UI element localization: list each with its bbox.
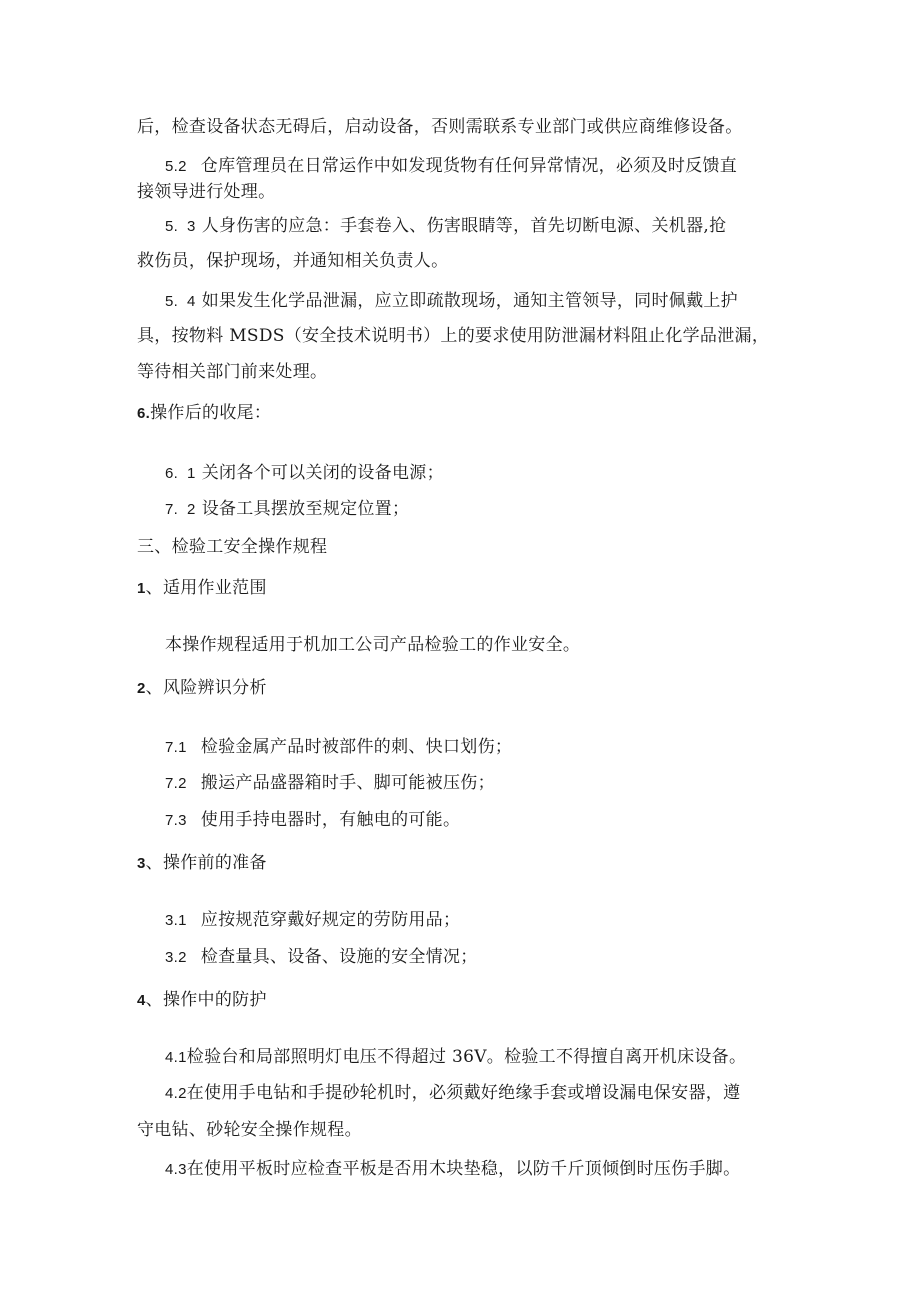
item-number: 4.2: [165, 1085, 187, 1102]
line-text: 救伤员，保护现场，并通知相关负责人。: [137, 251, 449, 271]
section-title: 操作后的收尾：: [150, 403, 272, 423]
item-number: 3.2: [165, 949, 187, 966]
line-text: 在使用平板时应检查平板是否用木块垫稳，以防千斤顶倾倒时压伤手脚。: [186, 1159, 741, 1179]
line-text: 具，按物料 MSDS（安全技术说明书）上的要求使用防泄漏材料阻止化学品泄漏，: [137, 326, 770, 346]
chapter-heading: [137, 536, 327, 558]
item-3-1: [165, 909, 460, 932]
paragraph-line: [137, 325, 769, 347]
item-number: 4.3: [165, 1161, 187, 1178]
item-6-1: [165, 462, 444, 485]
item-3-2: [165, 946, 478, 969]
section-title: 、操作前的准备: [145, 853, 267, 873]
section-3-heading: [137, 852, 267, 875]
line-text: 本操作规程适用于机加工公司产品检验工的作业安全。: [165, 635, 581, 655]
section-4-heading: [137, 989, 267, 1012]
line-text: 仓库管理员在日常运作中如发现货物有任何异常情况，必须及时反馈直: [200, 156, 738, 176]
line-text: 在使用手电钻和手提砂轮机时，必须戴好绝缘手套或增设漏电保安器，遵: [186, 1083, 741, 1103]
line-text: 检验金属产品时被部件的刺、快口划伤；: [200, 737, 513, 757]
item-number: 7. 2: [165, 501, 196, 518]
line-text: 设备工具摆放至规定位置；: [201, 499, 410, 519]
item-number: 5. 4: [165, 293, 196, 310]
line-text: 人身伤害的应急：手套卷入、伤害眼睛等，首先切断电源、关机器,抢: [201, 216, 727, 236]
item-5-2: [165, 155, 737, 178]
line-text: 检验台和局部照明灯电压不得超过 36V。检验工不得擅自离开机床设备。: [186, 1047, 747, 1067]
line-text: 应按规范穿戴好规定的劳防用品；: [200, 910, 461, 930]
item-number: 7.3: [165, 812, 187, 829]
paragraph-line: [137, 250, 448, 272]
item-5-3: [165, 215, 726, 238]
item-7-1: [165, 736, 512, 759]
item-number: 4.1: [165, 1049, 187, 1066]
paragraph-line: [137, 361, 327, 383]
item-number: 5.2: [165, 158, 187, 175]
paragraph-line: [137, 116, 743, 138]
section-title: 、风险辨识分析: [145, 678, 267, 698]
item-number: 3.1: [165, 912, 187, 929]
paragraph-line: [137, 181, 275, 203]
chapter-title: 三、检验工安全操作规程: [137, 537, 328, 557]
item-7-2: [165, 772, 495, 795]
item-5-4: [165, 290, 738, 313]
section-number: 4: [137, 992, 146, 1009]
section-number: 3: [137, 855, 146, 872]
section-number: 2: [137, 680, 146, 697]
item-number: 6. 1: [165, 465, 196, 482]
line-text: 等待相关部门前来处理。: [137, 362, 328, 382]
line-text: 检查量具、设备、设施的安全情况；: [200, 947, 478, 967]
item-4-2: [165, 1082, 740, 1105]
item-4-3: [165, 1158, 740, 1181]
line-text: 后，检查设备状态无碍后，启动设备，否则需联系专业部门或供应商维修设备。: [137, 117, 743, 137]
line-text: 使用手持电器时，有触电的可能。: [200, 810, 461, 830]
section-title: 、操作中的防护: [145, 990, 267, 1010]
item-7-2: [165, 498, 409, 521]
item-7-3: [165, 809, 460, 832]
paragraph-line: [165, 634, 580, 656]
item-number: 7.2: [165, 775, 187, 792]
item-number: 5. 3: [165, 218, 196, 235]
section-2-heading: [137, 677, 267, 700]
section-number: 1: [137, 580, 146, 597]
section-number: 6.: [137, 405, 151, 422]
line-text: 守电钻、砂轮安全操作规程。: [137, 1120, 362, 1140]
line-text: 如果发生化学品泄漏，应立即疏散现场，通知主管领导，同时佩戴上护: [201, 291, 738, 311]
item-number: 7.1: [165, 739, 187, 756]
section-1-heading: [137, 577, 267, 600]
section-title: 、适用作业范围: [145, 578, 267, 598]
item-4-1: [165, 1046, 746, 1069]
section-6-heading: [137, 402, 271, 425]
line-text: 接领导进行处理。: [137, 182, 276, 202]
line-text: 搬运产品盛器箱时手、脚可能被压伤；: [200, 773, 495, 793]
line-text: 关闭各个可以关闭的设备电源；: [201, 463, 444, 483]
paragraph-line: [137, 1119, 362, 1141]
